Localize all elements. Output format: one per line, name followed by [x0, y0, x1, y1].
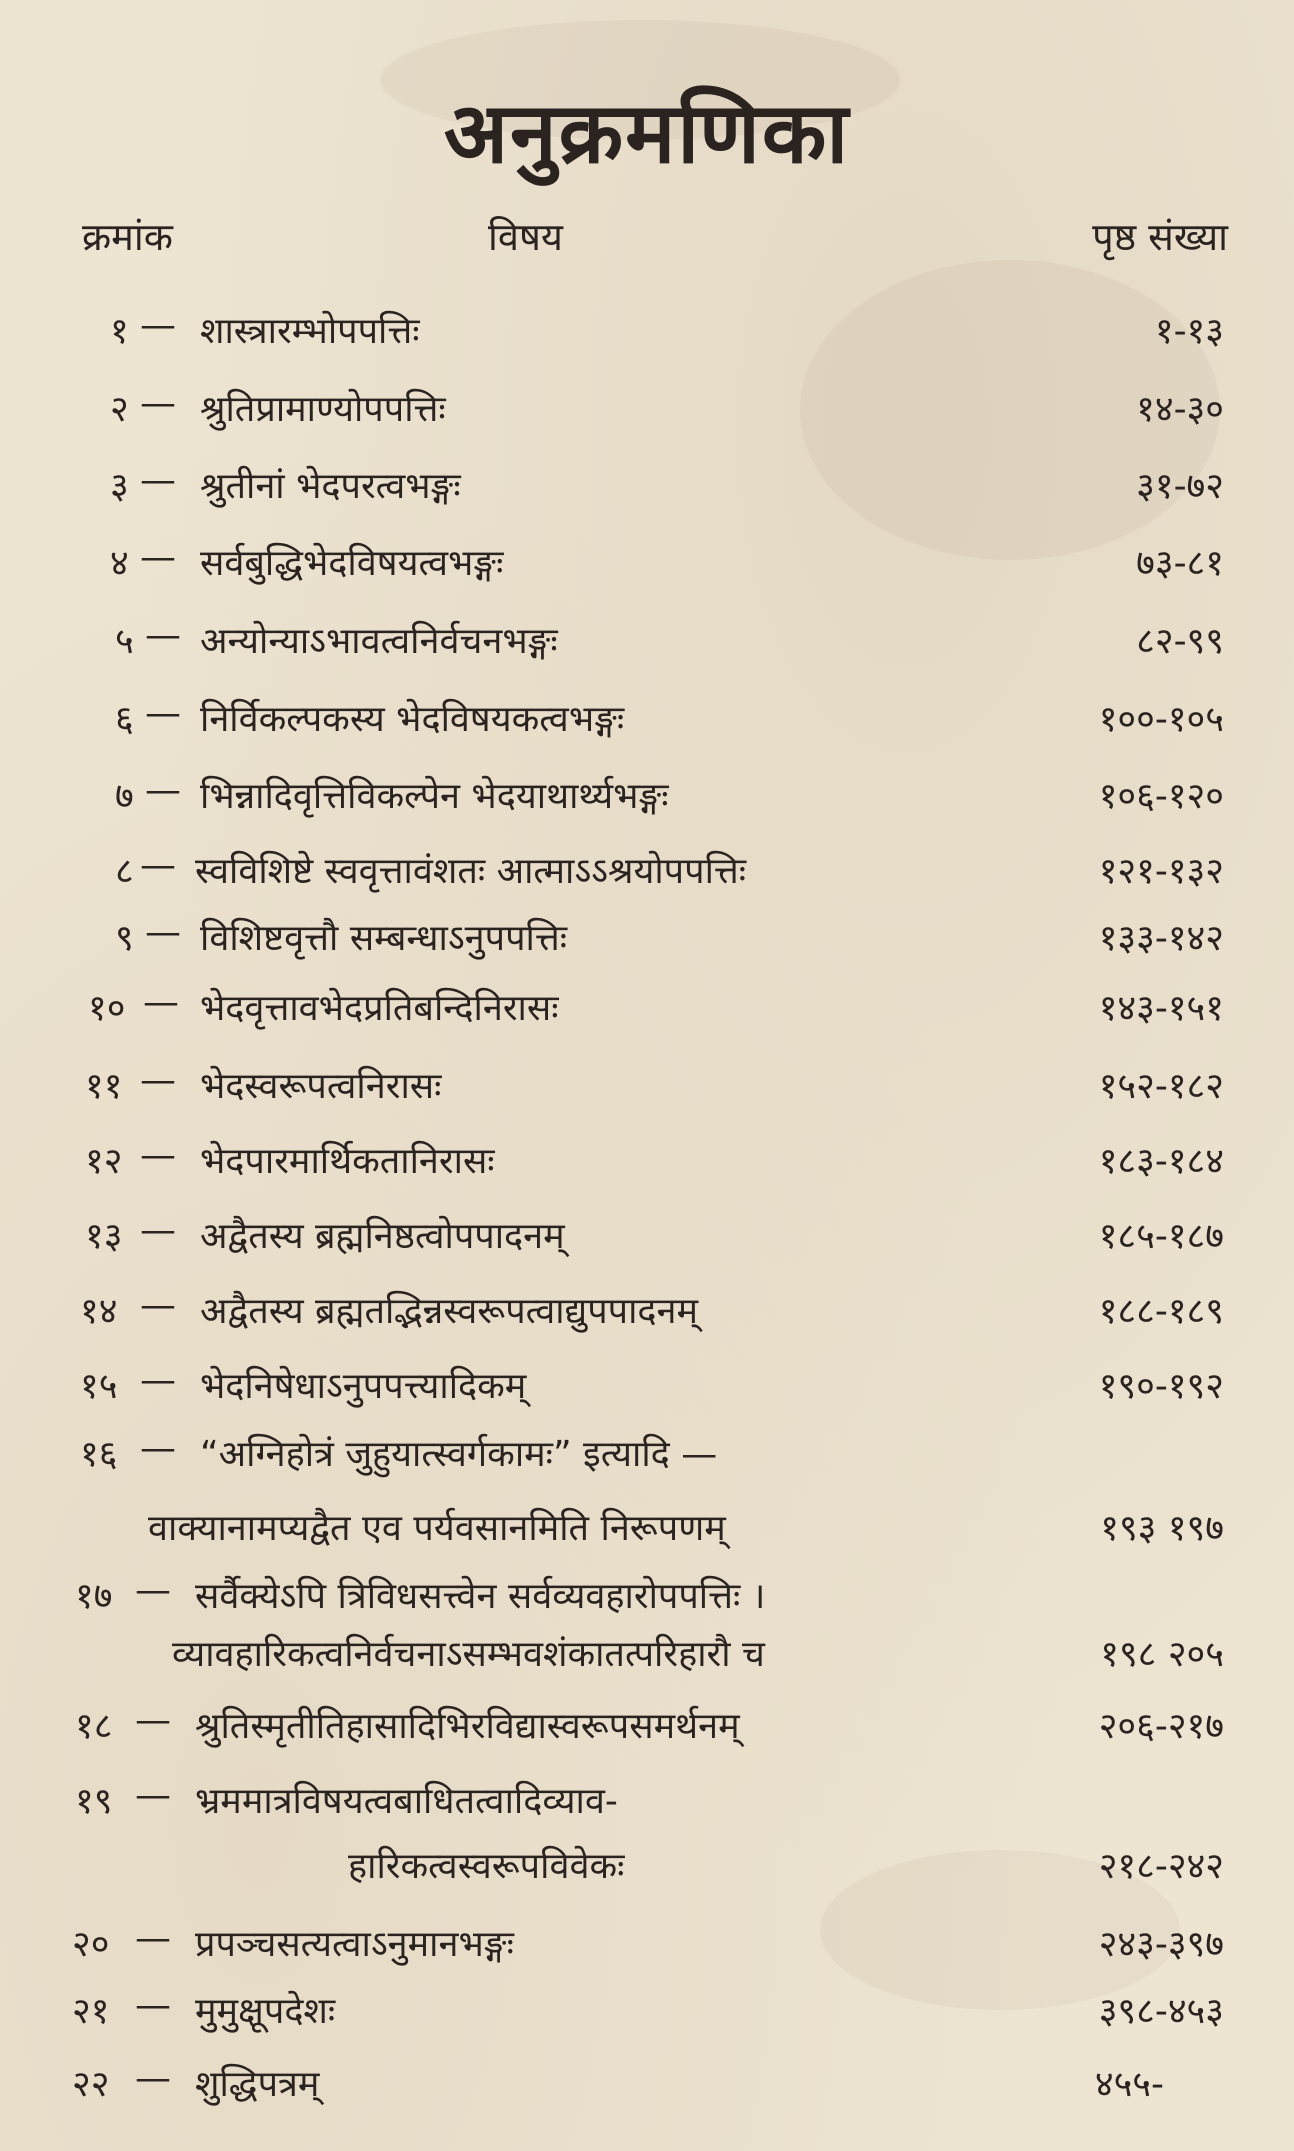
entry-dash: —	[145, 615, 181, 656]
entry-pages: २१८-२४२	[1098, 1846, 1224, 1887]
entry-number: १०	[88, 988, 126, 1029]
entry-number: २२	[72, 2064, 110, 2105]
toc-entry	[0, 1775, 1294, 1839]
entry-dash: —	[140, 1285, 176, 1326]
entry-number: १४	[80, 1291, 118, 1332]
entry-pages: १८८-१८९	[1098, 1291, 1224, 1332]
entry-pages: ३९८-४५३	[1098, 1991, 1224, 2032]
entry-subject: भ्रममात्रविषयत्वबाधितत्वादिव्याव-	[195, 1781, 618, 1822]
toc-entry	[0, 2058, 1294, 2122]
entry-dash: —	[145, 770, 181, 811]
entry-subject: शुद्धिपत्रम्	[195, 2064, 320, 2105]
toc-entry	[0, 383, 1294, 447]
entry-dash: —	[135, 1918, 171, 1959]
entry-subject: सर्वबुद्धिभेदविषयत्वभङ्गः	[200, 543, 504, 584]
entry-subject: विशिष्टवृत्तौ सम्बन्धाऽनुपपत्तिः	[200, 918, 568, 959]
entry-subject: अन्योन्याऽभावत्वनिर्वचनभङ्गः	[200, 621, 558, 662]
toc-entry	[0, 770, 1294, 834]
toc-entry	[0, 845, 1294, 909]
toc-entry	[0, 615, 1294, 679]
entry-subject-continued: वाक्यानामप्यद्वैत एव पर्यवसानमिति निरूपणम्	[148, 1508, 726, 1549]
entry-number: २१	[72, 1991, 110, 2032]
toc-entry	[0, 1700, 1294, 1764]
entry-subject: स्वविशिष्टे स्ववृत्तावंशतः आत्माऽऽश्रयोपपत्तिः	[195, 851, 747, 892]
entry-number: १	[110, 311, 129, 352]
entry-dash: —	[135, 1570, 171, 1611]
entry-number: ७	[115, 776, 134, 817]
toc-entry	[0, 982, 1294, 1046]
entry-subject: निर्विकल्पकस्य भेदविषयकत्वभङ्गः	[200, 699, 625, 740]
entry-pages: १८३-१८४	[1098, 1141, 1224, 1182]
entry-number: ५	[115, 621, 134, 662]
entry-dash: —	[140, 460, 176, 501]
entry-dash: —	[135, 2058, 171, 2099]
entry-number: २	[110, 389, 129, 430]
entry-pages: २४३-३९७	[1098, 1924, 1224, 1965]
page-title: अनुक्रमणिका	[443, 84, 851, 182]
entry-subject: सर्वैक्येऽपि त्रिविधसत्त्वेन सर्वव्यवहारोपपत्तिः ।	[195, 1576, 766, 1617]
toc-entry	[0, 693, 1294, 757]
entry-dash: —	[140, 383, 176, 424]
entry-number: १६	[80, 1434, 118, 1475]
entry-pages: १८५-१८७	[1098, 1216, 1224, 1257]
toc-entry	[0, 1428, 1294, 1492]
entry-subject: भिन्नादिवृत्तिविकल्पेन भेदयाथार्थ्यभङ्गः	[200, 776, 669, 817]
entry-subject: भेदनिषेधाऽनुपपत्त्यादिकम्	[200, 1366, 527, 1407]
entry-number: ४	[110, 543, 129, 584]
toc-entry	[0, 305, 1294, 369]
entry-dash: —	[140, 845, 176, 886]
entry-pages: २०६-२१७	[1098, 1706, 1224, 1747]
toc-entry	[0, 460, 1294, 524]
entry-dash: —	[135, 1775, 171, 1816]
entry-dash: —	[143, 982, 179, 1023]
entry-number: ९	[115, 918, 134, 959]
toc-entry	[0, 537, 1294, 601]
toc-entry	[0, 1360, 1294, 1424]
header-number: क्रमांक	[82, 215, 173, 259]
entry-dash: —	[140, 1360, 176, 1401]
toc-entry	[0, 912, 1294, 976]
entry-number: १९	[75, 1781, 113, 1822]
entry-dash: —	[140, 1135, 176, 1176]
entry-dash: —	[140, 305, 176, 346]
entry-pages: १४३-१५१	[1098, 988, 1224, 1029]
header-subject: विषय	[488, 215, 563, 259]
entry-number: २०	[72, 1924, 110, 1965]
entry-pages: १५२-१८२	[1098, 1066, 1224, 1107]
entry-number: १८	[75, 1706, 113, 1747]
entry-subject: अद्वैतस्य ब्रह्मतद्भिन्नस्वरूपत्वाद्युपपादनम्	[200, 1291, 699, 1332]
entry-pages: १००-१०५	[1098, 699, 1224, 740]
toc-entry	[0, 1060, 1294, 1124]
entry-subject: श्रुतीनां भेदपरत्वभङ्गः	[200, 466, 461, 507]
entry-pages: १९०-१९२	[1098, 1366, 1224, 1407]
entry-subject: प्रपञ्चसत्यत्वाऽनुमानभङ्गः	[195, 1924, 514, 1965]
entry-subject: भेदपारमार्थिकतानिरासः	[200, 1141, 495, 1182]
toc-entry	[0, 1285, 1294, 1349]
entry-subject-continued: हारिकत्वस्वरूपविवेकः	[348, 1846, 625, 1887]
entry-dash: —	[135, 1985, 171, 2026]
entry-dash: —	[135, 1700, 171, 1741]
entry-pages: १२१-१३२	[1098, 851, 1224, 892]
entry-number: ८	[115, 851, 134, 892]
entry-number: १७	[75, 1576, 113, 1617]
entry-subject: भेदस्वरूपत्वनिरासः	[200, 1066, 442, 1107]
entry-number: ३	[110, 466, 129, 507]
toc-entry	[0, 1985, 1294, 2049]
entry-dash: —	[140, 1210, 176, 1251]
entry-number: ६	[115, 699, 134, 740]
entry-subject: “अग्निहोत्रं जुहुयात्स्वर्गकामः” इत्यादि —	[200, 1434, 718, 1475]
entry-dash: —	[140, 1428, 176, 1469]
entry-number: १२	[85, 1141, 123, 1182]
entry-subject: श्रुतिस्मृतीतिहासादिभिरविद्यास्वरूपसमर्थनम्	[195, 1706, 740, 1747]
toc-entry	[0, 1210, 1294, 1274]
header-pages: पृष्ठ संख्या	[1092, 215, 1228, 259]
entry-subject: श्रुतिप्रामाण्योपपत्तिः	[200, 389, 446, 430]
entry-pages: ८२-९९	[1136, 621, 1224, 662]
entry-pages: १-१३	[1154, 311, 1224, 352]
entry-pages: १९८ २०५	[1100, 1634, 1224, 1675]
entry-number: १३	[85, 1216, 123, 1257]
entry-pages: १४-३०	[1136, 389, 1224, 430]
entry-dash: —	[140, 1060, 176, 1101]
entry-pages: ३१-७२	[1136, 466, 1224, 507]
entry-dash: —	[145, 693, 181, 734]
entry-pages: १९३ १९७	[1100, 1508, 1224, 1549]
entry-pages: १३३-१४२	[1098, 918, 1224, 959]
entry-dash: —	[140, 537, 176, 578]
entry-subject: अद्वैतस्य ब्रह्मनिष्ठत्वोपपादनम्	[200, 1216, 565, 1257]
entry-subject: भेदवृत्तावभेदप्रतिबन्दिनिरासः	[200, 988, 559, 1029]
toc-entry	[0, 1135, 1294, 1199]
entry-number: ११	[85, 1066, 123, 1107]
entry-pages: १०६-१२०	[1098, 776, 1224, 817]
entry-dash: —	[145, 912, 181, 953]
entry-pages: ७३-८१	[1136, 543, 1224, 584]
entry-subject: मुमुक्षूपदेशः	[195, 1991, 336, 2032]
entry-number: १५	[80, 1366, 118, 1407]
entry-pages: ४५५-	[1094, 2064, 1164, 2105]
toc-entry	[0, 1570, 1294, 1634]
entry-subject: शास्त्रारम्भोपपत्तिः	[200, 311, 420, 352]
toc-entry	[0, 1918, 1294, 1982]
entry-subject-continued: व्यावहारिकत्वनिर्वचनाऽसम्भवशंकातत्परिहारौ च	[172, 1634, 765, 1675]
